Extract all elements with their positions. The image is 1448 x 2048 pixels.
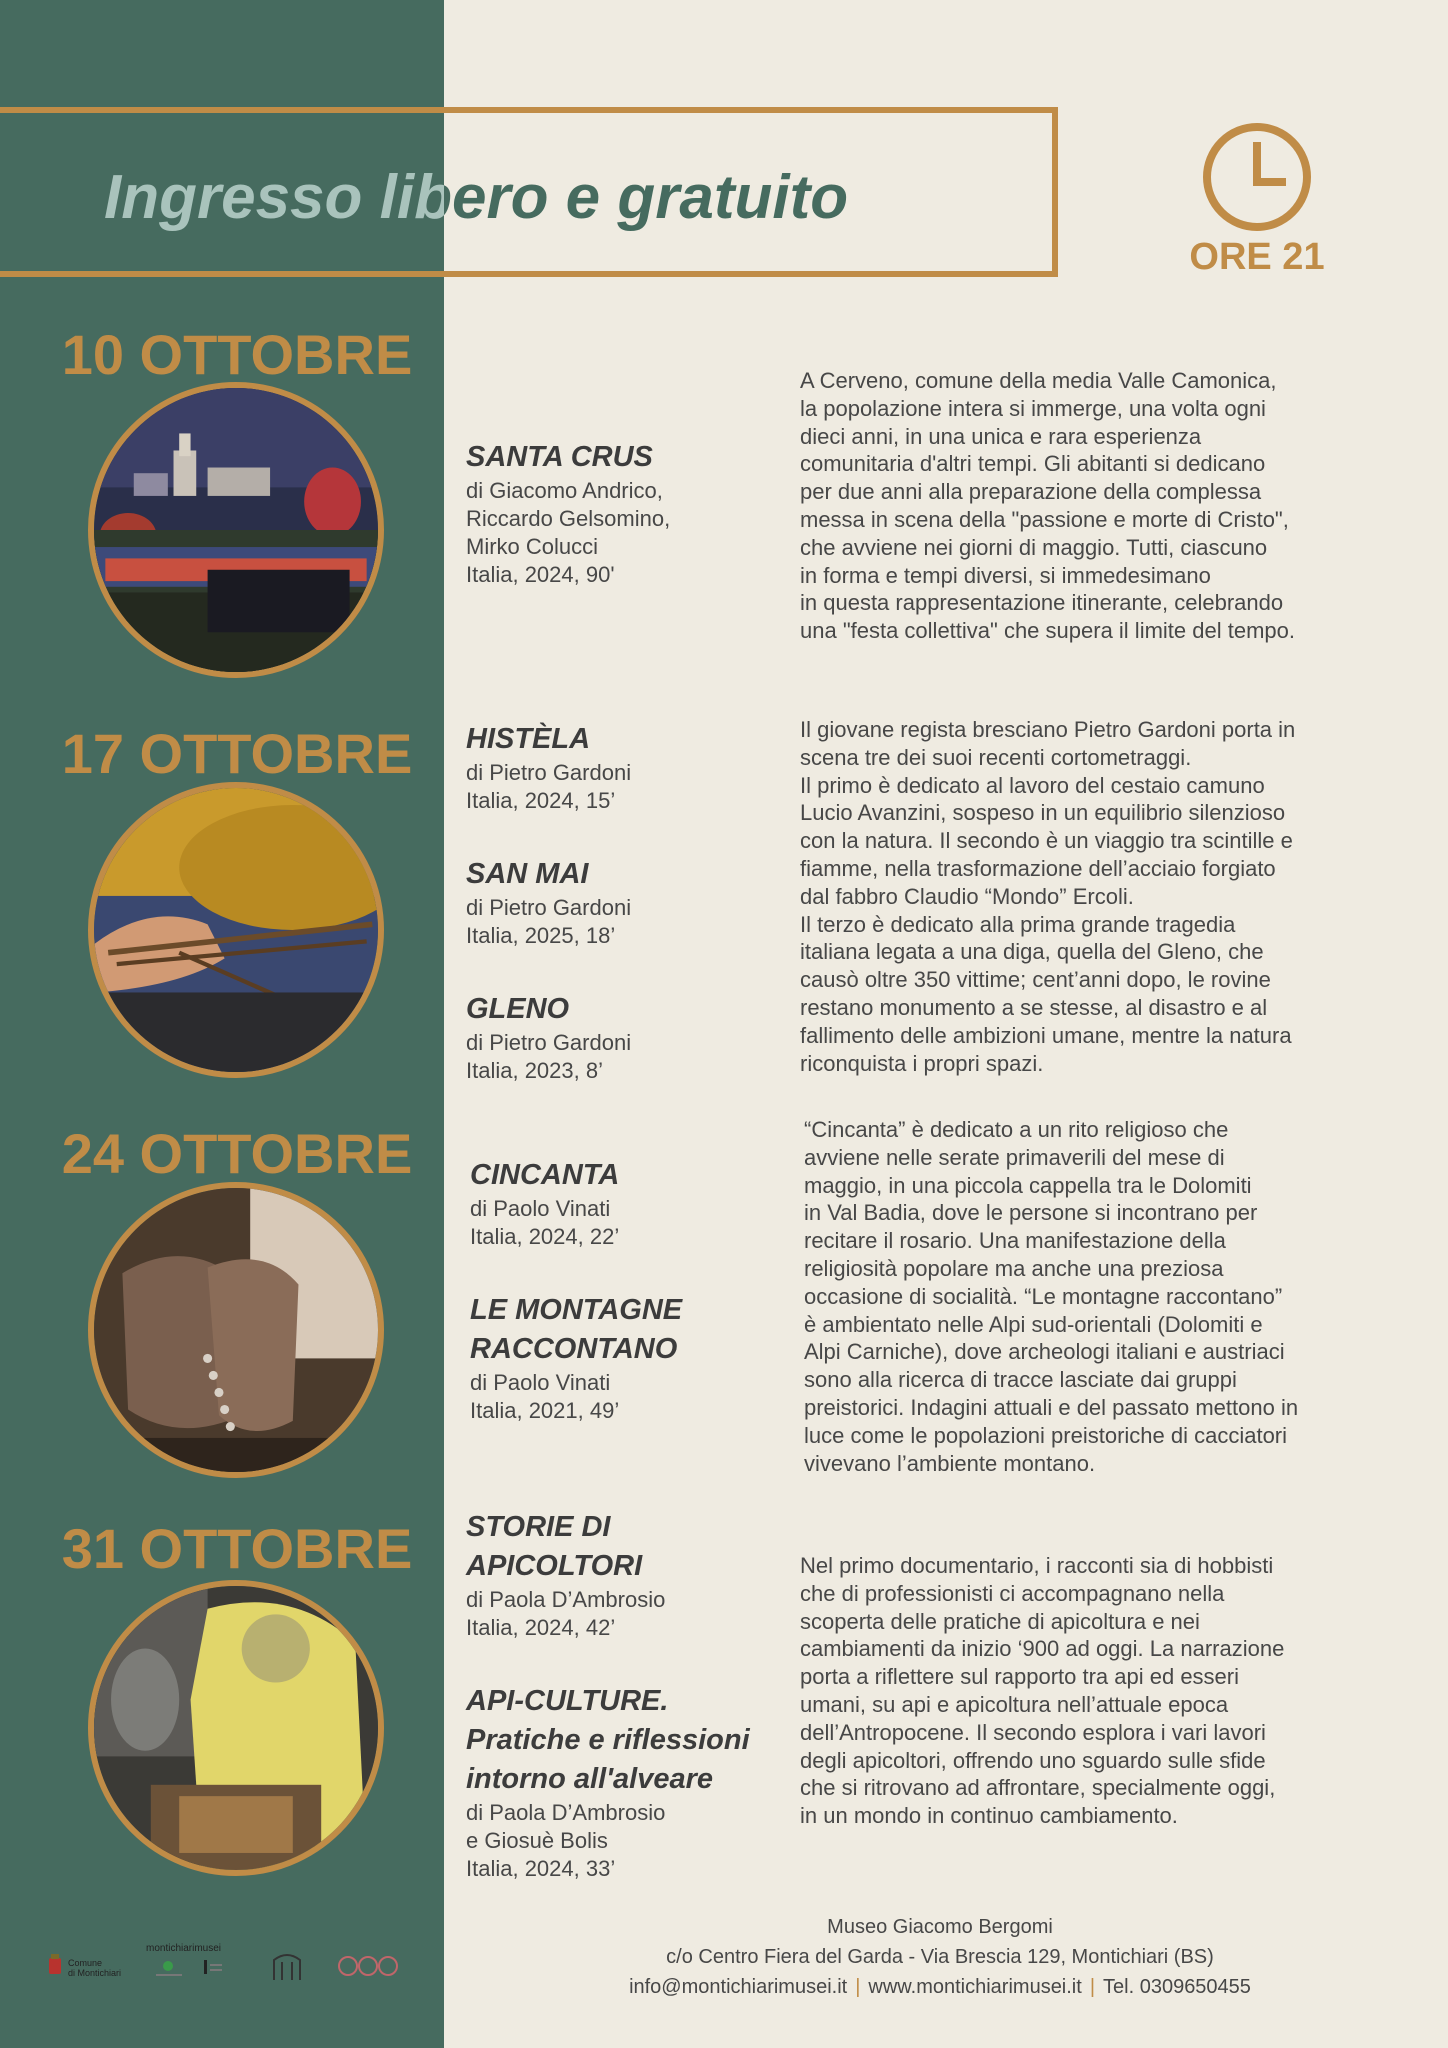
sponsor-logos (40, 1943, 420, 1988)
museum-address: c/o Centro Fiera del Garda - Via Brescia 129, Montichiari (BS) (666, 1946, 1214, 1968)
rosary-hands-photo (88, 1182, 384, 1478)
event-films (466, 438, 796, 629)
film-title: LE MONTAGNE RACCONTANO (470, 1294, 683, 1365)
event-date: 31 OTTOBRE (61, 1517, 413, 1580)
film-credit: di Giacomo Andrico, (466, 478, 663, 503)
film-credit: di Paola D’Ambrosio (466, 1587, 666, 1612)
event-description: Il giovane regista bresciano Pietro Gardoni porta in scena tre dei suoi recenti cortometraggi. Il primo è dedicato al lavoro del cestaio camuno Lucio Avanzini, sospeso in un equilibrio silenzioso con la natura. Il secondo è un viaggio tra scintille e fiamme, nella trasformazione dell’acciaio forgiato dal fabbro Claudio “Mondo” Ercoli. Il terzo è dedicato alla prima grande tragedia italiana legata a una diga, quella del Gleno, che causò oltre 350 vittime; cent’anni dopo, le rovine restano monumento a se stesse, al disastro e al fallimento delle ambizioni umane, mentre la natura riconquista i propri spazi. (800, 717, 1296, 1076)
phone-number: Tel. 0309650455 (1103, 1976, 1251, 1998)
event-time: ORE 21 (1189, 236, 1325, 278)
comune-logo-text: Comune di Montichiari (68, 1958, 122, 1978)
film-entry (466, 438, 796, 589)
film-entry (466, 720, 796, 815)
film-entry (466, 1508, 666, 1642)
film-credit: Mirko Colucci (466, 534, 599, 559)
montichiari-musei-logo: montichiarimusei (146, 1944, 226, 1985)
footer (560, 1912, 1320, 2002)
event-films (466, 720, 796, 1125)
procession-night-photo (88, 382, 384, 678)
film-entry (466, 1682, 786, 1883)
page-title: Ingresso libero e gratuito (104, 158, 848, 238)
email-link[interactable]: info@montichiarimusei.it (629, 1976, 848, 1998)
event-films (470, 1156, 800, 1465)
film-info: Italia, 2024, 42’ (466, 1615, 616, 1640)
film-title: SAN MAI (466, 858, 589, 890)
comune-crest-icon (48, 1954, 62, 1983)
film-entry (470, 1291, 710, 1425)
film-title: SANTA CRUS (466, 441, 653, 473)
film-credit: e Giosuè Bolis (466, 1828, 608, 1853)
event-date: 17 OTTOBRE (61, 722, 413, 785)
film-credit: di Paolo Vinati (470, 1196, 611, 1221)
film-info: Italia, 2021, 49’ (470, 1398, 620, 1423)
film-title: HISTÈLA (466, 723, 591, 755)
film-info: Italia, 2023, 8’ (466, 1058, 603, 1083)
film-entry (470, 1156, 800, 1251)
event-date: 24 OTTOBRE (61, 1122, 413, 1185)
film-info: Italia, 2024, 15’ (466, 788, 616, 813)
film-entry (466, 855, 796, 950)
event-description: A Cerveno, comune della media Valle Camonica, la popolazione intera si immerge, una volta ogni dieci anni, in una unica e rara esperienza comunitaria d'altri tempi. Gli abitanti si dedicano per due anni alla preparazione della complessa messa in scena della "passione e morte di Cristo", che avviene nei giorni di maggio. Tutti, ciascuno in forma e tempi diversi, si immedesimano in questa rappresentazione itinerante, celebrando una "festa collettiva" che supera il limite del tempo. (800, 368, 1295, 644)
separator: | (855, 1976, 861, 1998)
beekeeper-photo (88, 1580, 384, 1876)
film-info: Italia, 2025, 18’ (466, 923, 616, 948)
film-credit: di Paola D’Ambrosio (466, 1800, 666, 1825)
film-info: Italia, 2024, 22’ (470, 1224, 620, 1249)
film-info: Italia, 2024, 90' (466, 562, 615, 587)
film-credit: Riccardo Gelsomino, (466, 506, 671, 531)
museum-arch-logo (270, 1950, 304, 1987)
film-title: GLENO (466, 993, 570, 1025)
museum-name: Museo Giacomo Bergomi (827, 1916, 1053, 1938)
film-credit: di Pietro Gardoni (466, 1030, 632, 1055)
contact-line (560, 1972, 1320, 2002)
partner-logo (336, 1954, 400, 1985)
film-title: CINCANTA (470, 1159, 620, 1191)
film-credit: di Pietro Gardoni (466, 895, 632, 920)
clock-icon (1202, 122, 1312, 232)
event-description: “Cincanta” è dedicato a un rito religioso che avviene nelle serate primaverili del mese di maggio, in una piccola cappella tra le Dolomiti in Val Badia, dove le persone si incontrano per recitare il rosario. Una manifestazione della religiosità popolare ma anche una preziosa occasione di socialità. “Le montagne raccontano” è ambientato nelle Alpi sud-orientali (Dolomiti e Alpi Carniche), dove archeologi italiani e austriaci sono alla ricerca di tracce lasciate dai gruppi preistorici. Indagini attuali e del passato mettono in luce come le popolazioni preistoriche di cacciatori vivevano l’ambiente montano. (804, 1117, 1299, 1476)
film-title: STORIE DI APICOLTORI (466, 1511, 643, 1582)
film-entry (466, 990, 796, 1085)
event-films (466, 1508, 796, 1923)
event-date: 10 OTTOBRE (61, 323, 413, 386)
film-title: API-CULTURE. Pratiche e riflessioni intorno all'alveare (466, 1685, 750, 1795)
hands-weaving-photo (88, 782, 384, 1078)
film-credit: di Paolo Vinati (470, 1370, 611, 1395)
event-description: Nel primo documentario, i racconti sia di hobbisti che di professionisti ci accompagnano nella scoperta delle pratiche di apicoltura e nei cambiamenti da inizio ‘900 ad oggi. La narrazione porta a riflettere sul rapporto tra api ed esseri umani, su api e apicoltura nell’attuale epoca dell’Antropocene. Il secondo esplora i vari lavori degli apicoltori, offrendo uno sguardo sulle sfide che si ritrovano ad affrontare, specialmente oggi, in un mondo in continuo cambiamento. (800, 1553, 1285, 1829)
website-link[interactable]: www.montichiarimusei.it (868, 1976, 1082, 1998)
separator: | (1089, 1976, 1096, 1998)
film-credit: di Pietro Gardoni (466, 760, 632, 785)
film-info: Italia, 2024, 33’ (466, 1856, 616, 1881)
